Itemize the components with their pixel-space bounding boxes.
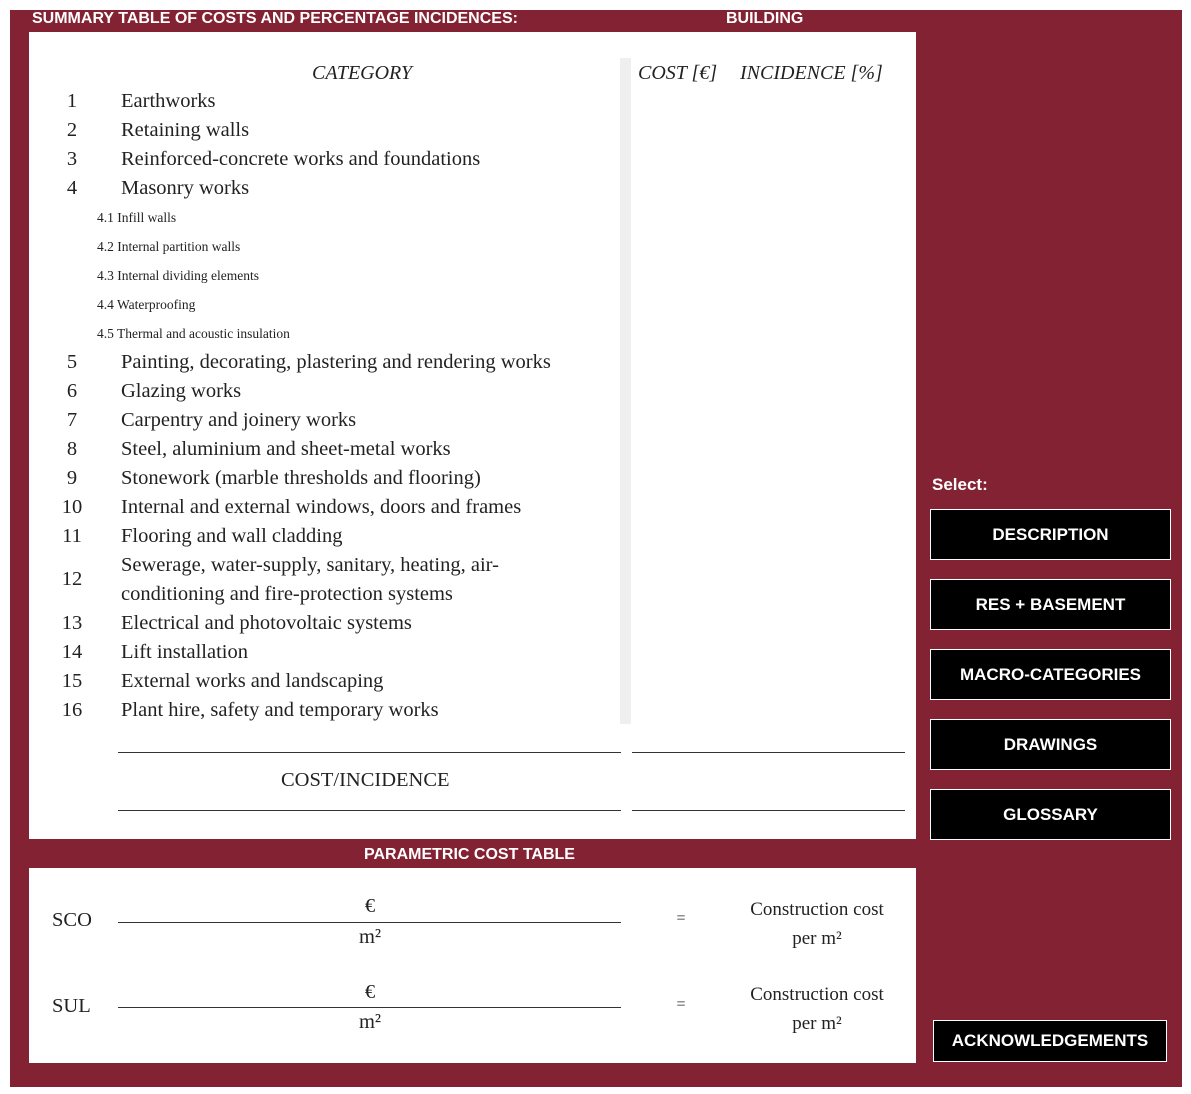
category-number: 8 <box>66 438 78 460</box>
sul-result-line1: Construction cost <box>750 984 884 1005</box>
category-number: 14 <box>61 641 83 663</box>
category-number: 12 <box>61 568 83 590</box>
sco-result-line2: per m² <box>792 928 842 949</box>
category-row <box>29 638 621 667</box>
sco-label: SCO <box>52 909 92 931</box>
category-row <box>29 435 621 464</box>
category-row <box>29 667 621 696</box>
category-row <box>29 609 621 638</box>
total-line-top-values <box>632 752 905 753</box>
category-number: 10 <box>61 496 83 518</box>
category-number: 1 <box>66 90 78 112</box>
total-label: COST/INCIDENCE <box>281 769 450 791</box>
subcategory-row <box>29 261 621 290</box>
category-number: 6 <box>66 380 78 402</box>
category-row <box>29 696 621 725</box>
category-label: Steel, aluminium and sheet-metal works <box>121 438 451 460</box>
subcategory-row <box>29 290 621 319</box>
category-label: External works and landscaping <box>121 670 384 692</box>
category-row <box>29 551 621 609</box>
total-line-bottom-values <box>632 810 905 811</box>
category-number: 4 <box>66 177 78 199</box>
category-label: Internal and external windows, doors and frames <box>121 496 522 518</box>
summary-title: SUMMARY TABLE OF COSTS AND PERCENTAGE INCIDENCES: <box>32 10 518 27</box>
category-number: 5 <box>66 351 78 373</box>
drawings-button[interactable]: DRAWINGS <box>930 719 1171 770</box>
category-number: 16 <box>61 699 83 721</box>
category-label: Glazing works <box>121 380 242 402</box>
category-label: Flooring and wall cladding <box>121 525 343 547</box>
category-label: Plant hire, safety and temporary works <box>121 699 439 721</box>
sul-label: SUL <box>52 995 91 1017</box>
total-line-top-category <box>118 752 621 753</box>
building-label: BUILDING <box>726 10 804 27</box>
category-label: 4.3 Internal dividing elements <box>97 268 259 283</box>
total-line-bottom-category <box>118 810 621 811</box>
category-number: 9 <box>66 467 78 489</box>
category-row <box>29 377 621 406</box>
cost-column-header: COST [€] <box>638 62 718 84</box>
glossary-button[interactable]: GLOSSARY <box>930 789 1171 840</box>
sul-denominator: m² <box>358 1011 382 1033</box>
category-label: 4.2 Internal partition walls <box>97 239 241 254</box>
res-basement-button[interactable]: RES + BASEMENT <box>930 579 1171 630</box>
category-label: Electrical and photovoltaic systems <box>121 612 412 634</box>
category-row <box>29 522 621 551</box>
category-label: Retaining walls <box>121 119 250 141</box>
sul-numerator: € <box>364 981 376 1003</box>
macro-categories-button[interactable]: MACRO-CATEGORIES <box>930 649 1171 700</box>
category-row <box>29 464 621 493</box>
category-label: 4.1 Infill walls <box>97 210 177 225</box>
sul-equals: = <box>676 996 686 1013</box>
category-row <box>29 348 621 377</box>
sco-denominator: m² <box>358 926 382 948</box>
parametric-title: PARAMETRIC COST TABLE <box>364 846 575 863</box>
category-row <box>29 493 621 522</box>
category-row <box>29 87 621 116</box>
category-label: Reinforced-concrete works and foundations <box>121 148 481 170</box>
category-label: Carpentry and joinery works <box>121 409 357 431</box>
category-row <box>29 145 621 174</box>
category-label: Sewerage, water-supply, sanitary, heating, air-conditioning and fire-protection systems <box>121 554 499 605</box>
category-label: 4.5 Thermal and acoustic insulation <box>97 326 290 341</box>
sco-equals: = <box>676 910 686 927</box>
select-label: Select: <box>932 475 988 494</box>
sco-fraction-line <box>118 922 621 923</box>
sco-numerator: € <box>364 895 376 917</box>
subcategory-row <box>29 232 621 261</box>
sul-result-line2: per m² <box>792 1013 842 1034</box>
incidence-column-header: INCIDENCE [%] <box>740 62 883 84</box>
subcategory-row <box>29 203 621 232</box>
category-label: Lift installation <box>121 641 248 663</box>
category-row <box>29 174 621 203</box>
sul-fraction-line <box>118 1007 621 1008</box>
category-label: Masonry works <box>121 177 250 199</box>
summary-table-panel <box>29 32 916 839</box>
category-number: 2 <box>66 119 78 141</box>
category-number: 15 <box>61 670 83 692</box>
column-separator <box>620 58 631 724</box>
category-label: Painting, decorating, plastering and rendering works <box>121 351 551 373</box>
sco-result-line1: Construction cost <box>750 899 884 920</box>
subcategory-row <box>29 319 621 348</box>
category-label: Stonework (marble thresholds and flooring) <box>121 467 481 489</box>
description-button[interactable]: DESCRIPTION <box>930 509 1171 560</box>
category-number: 11 <box>62 525 82 547</box>
category-column-header: CATEGORY <box>312 62 413 84</box>
category-row <box>29 406 621 435</box>
acknowledgements-button[interactable]: ACKNOWLEDGEMENTS <box>933 1020 1167 1062</box>
category-number: 13 <box>61 612 83 634</box>
parametric-panel <box>29 868 916 1063</box>
category-number: 3 <box>66 148 78 170</box>
category-label: 4.4 Waterproofing <box>97 297 196 312</box>
category-number: 7 <box>66 409 78 431</box>
category-label: Earthworks <box>121 90 216 112</box>
category-row <box>29 116 621 145</box>
